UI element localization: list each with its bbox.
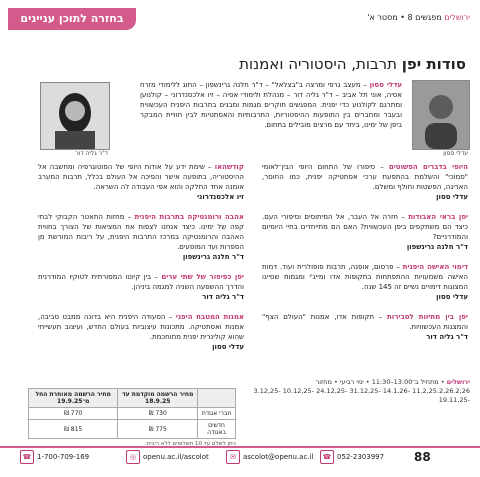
session-heading: יפן בין מתיוות לסבירות <box>387 313 468 321</box>
price-table <box>28 388 236 439</box>
footer-email[interactable] <box>226 450 313 464</box>
session-text: – פרסום, אופנה, תרבות פופולרית ועוד. דמות האישה משמעויות ההתפתחות בתקופות אדו ומייג'י ומגמות שסייגו המצוגות דימויים נשיים זה 145 שנה. <box>262 263 468 291</box>
phone2-text: 1-700-709-169 <box>37 453 90 461</box>
session-item <box>38 162 244 202</box>
session-lecturer: עדלי ססון <box>212 343 244 351</box>
page-title <box>66 55 466 73</box>
session-item <box>262 162 468 202</box>
phone1-text: 052-2303997 <box>337 453 385 461</box>
breadcrumb <box>250 13 470 22</box>
session-lecturer: עדלי ססון <box>436 193 468 201</box>
table-cell: 770 ₪ <box>29 408 118 420</box>
session-text: – תקופות אדו, אמנות "העולם הצף" והמצגות העכשוויות. <box>262 313 468 331</box>
session-lecturer: עדלי ססון <box>436 293 468 301</box>
session-lecturer: ד"ר חלנה גרינשפון <box>406 243 468 251</box>
footer-phone1[interactable] <box>320 450 384 464</box>
session-text: – הסעודה היפנית היא בדונה ממבט סביבה, אמנות ואסתטיקה. מתכונות עיצוביות בעולם החדש, ועיצוב תעשייתי שהוא קולינרית יפנית מתוחכמת. <box>38 313 244 341</box>
schedule-meta: • מתחיל ב־13:00–11:30 • ימי רביעי • מחזור <box>315 378 445 386</box>
session-text: – בין קיוטו המסורתית לטוקיו המודרנית והדרך ההשפעה השניה למגמה ביניהן. <box>38 273 244 291</box>
left-column <box>38 162 244 362</box>
breadcrumb-city: ירושלים <box>444 13 470 22</box>
table-row <box>29 420 236 439</box>
session-item <box>38 272 244 302</box>
email-text: ascolot@openu.ac.il <box>243 453 314 461</box>
schedule-info <box>250 378 470 405</box>
session-text: – שימת ידע על אודות היופי של הפוטוגרפיה ומחשבה אל ההיסטוריה, בתופעה אישר והפיכה אל העולם בכלל, תרבות המערב אומנה אחד החלקה והוא אפי העבודה לה השראה. <box>38 163 244 191</box>
schedule-dates: 11.2,25.2,26.2,26 -14.1,26 -31.12,25 -24.12,25 -10.12,25 -3.12,25 -19.11,25 <box>253 387 470 404</box>
price-header-cell: מחיר הרשמה מאוחרת החל מ־19.9.25 <box>29 389 118 408</box>
price-header-row <box>29 389 236 408</box>
session-lecturer: ד"ר גליה דור <box>426 333 468 341</box>
footer-phone2[interactable] <box>20 450 89 464</box>
session-item <box>38 312 244 352</box>
title-bold: סודות יפן <box>401 55 466 73</box>
session-lecturer: ד"ר גליה דור <box>202 293 244 301</box>
footer-website[interactable] <box>126 450 209 464</box>
phone-icon: ☎ <box>320 450 334 464</box>
photo-caption-left: ד"ר גליה דור <box>75 150 108 157</box>
session-heading: אמנות המטבח היפני <box>175 313 244 321</box>
session-item <box>262 212 468 252</box>
session-heading: אהבה ורומנטיקה בתרבות היפנית <box>134 213 244 221</box>
session-item <box>262 262 468 302</box>
session-lecturer: זיו אלכסנדרוני <box>197 193 244 201</box>
table-row <box>29 408 236 420</box>
lecturer-photo-right <box>412 80 470 150</box>
back-to-contents-tab[interactable]: בחזרה לתוכן עניינים <box>8 8 136 30</box>
session-heading: היופי בדברים הפשוטים <box>388 163 468 171</box>
session-heading: יפן בראי האבודות <box>408 213 468 221</box>
globe-icon: ◎ <box>126 450 140 464</box>
table-cell: חברי אגודת <box>198 408 236 420</box>
title-rest: תרבות, היסטוריה ואמנות <box>239 55 397 73</box>
photo-caption-right: עדלי ססון <box>443 150 468 157</box>
session-text: – סיפורו של התחום היופי הבין־לאומי "סמוכי" והשלמת בהתפעת ערכי אסתטיקה יפנית, כמו החוסר, האריגה, הפשטות וחולף ומשלם. <box>262 163 468 191</box>
session-text: – מחזות התאטר הקבוקי לבתי קפה של ימינו. כיצד אנחנו לצפות את המציאות של הצורך בחווית האהבה והרומנטיקה במרכז התרבות היפנית, על ריבות המורשת מן הספרות ועד המופעים. <box>38 213 244 251</box>
phone-icon: ☎ <box>20 450 34 464</box>
session-heading: קודשהאו <box>214 163 244 171</box>
lecturer-photo-left <box>40 82 110 150</box>
session-lecturer: ד"ר חלנה גרינשפון <box>182 253 244 261</box>
session-item <box>38 212 244 262</box>
intro-paragraph <box>140 80 402 130</box>
table-cell: חדשים באגודה <box>198 420 236 439</box>
price-header-cell <box>198 389 236 408</box>
session-text: – חזרה אל העבר, אל המיתוסים וסיפורי העם. כיצד הם משתקפים ביפן העכשווית? האם הם מתייחדים בחיי היומיום והמודרניים? <box>262 213 468 241</box>
breadcrumb-course: מפגשים 8 • מסטר א' <box>367 13 442 22</box>
table-cell: 730 ₪ <box>118 408 198 420</box>
session-heading: דימוי האישה היפנית <box>402 263 469 271</box>
session-heading: יפן כפיפור של שתי ערים <box>161 273 244 281</box>
schedule-location: ירושלים <box>446 378 470 386</box>
email-icon: ✉ <box>226 450 240 464</box>
price-header-cell: מחיר הרשמה מוקדמת עד 18.9.25 <box>118 389 198 408</box>
right-column <box>262 162 468 352</box>
session-item <box>262 312 468 342</box>
intro-lead-name: עדלי ססון <box>369 81 402 89</box>
table-cell: 815 ₪ <box>29 420 118 439</box>
intro-text: – מעצב גרפי ומרצה ב"בצלאל" – ד"ר חלנה גרינשפון – החוג ללימודי מזרח אסיה, אוני תל אביב – ד"ר גליה דור – מנהלת ולימודי אסיה – זיו אלכסנדרוני – קולנוען ומתרגם לקולנוע כדי יפנית. המפגשים חוקרים מגמות ומבנים בתרבות היפנית העכשווית ובעבר ומחברים בין התופעות ההיסטוריות, התרבותיות והאסתטיות לבין חוויית המבקר ביפן של ימינו, ביחד עם מרצים מובילים בתחום. <box>140 81 402 129</box>
website-text: openu.ac.il/ascolot <box>143 453 209 461</box>
payment-note: ניתן לשלם עד 10 תשלומים ללא ריבית. <box>144 441 236 447</box>
table-cell: 775 ₪ <box>118 420 198 439</box>
page-number: 88 <box>414 450 431 464</box>
